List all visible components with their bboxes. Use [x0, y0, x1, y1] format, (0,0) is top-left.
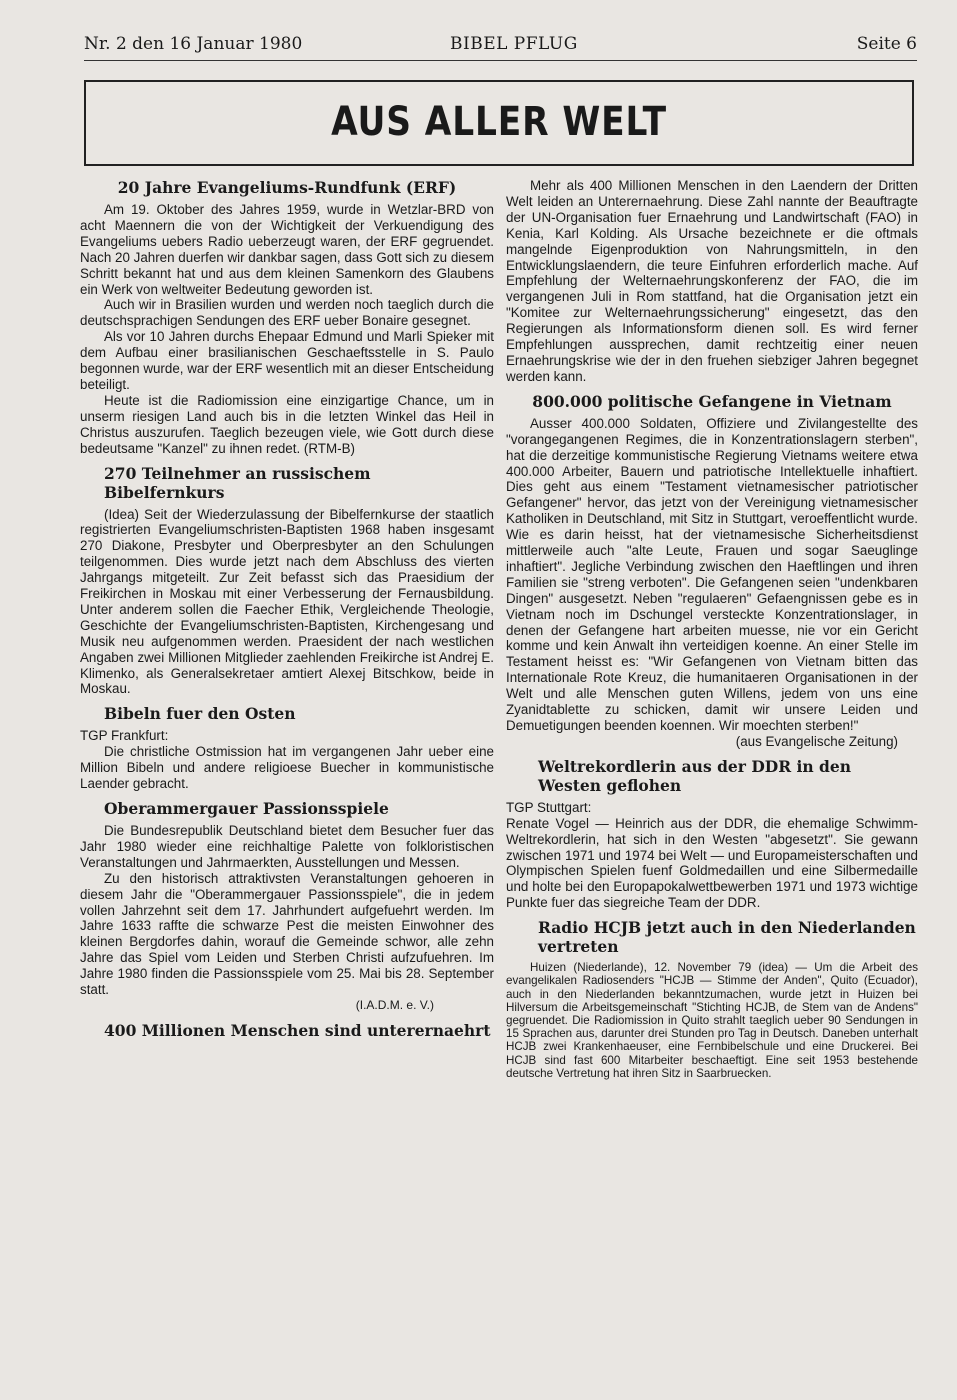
article-paragraph: Als vor 10 Jahren durchs Ehepaar Edmund und Marli Spieker mit dem Aufbau einer brasilianischen Geschaeftsstelle in S. Paulo begonnen wurde, war der ERF wesentlich mit an dieser Entscheidung beteiligt. — [80, 329, 494, 392]
article-credit: (aus Evangelische Zeitung) — [735, 733, 898, 749]
article-credit: (I.A.D.M. e. V.) — [355, 997, 434, 1012]
article-title-rekord: Weltrekordlerin aus der DDR in den Westen geflohen — [538, 756, 852, 795]
article-paragraph: Am 19. Oktober des Jahres 1959, wurde in Wetzlar-BRD von acht Maennern die von der Wichtigkeit der Verkuendigung des Evangeliums uebers Radio ueberzeugt waren, der ERF gegruendet. Nach 20 Jahren duerfen wir dankbar sagen, dass Gott sich zu diesem Schritt bekannt hat und aus dem kleinen Samenkorn des Glaubens ein Werk von weltweiter Bedeutung geworden ist. — [80, 202, 494, 297]
article-title-bibelfernkurs: 270 Teilnehmer an russischem Bibelfernkurs — [104, 463, 371, 502]
article-paragraph: Heute ist die Radiomission eine einzigartige Chance, um in unserm riesigen Land auch bis in die letzten Winkel das Heil in Christus auszurufen. Taeglich bezeugen viele, wie Gott durch diese bedeutsame "Kanzel" zu ihnen redet. (RTM-B) — [80, 392, 494, 456]
article-title-unterernaehrt: 400 Millionen Menschen sind unterernaehrt — [104, 1020, 491, 1040]
paper-name: BIBEL PFLUG — [450, 34, 578, 54]
article-title-vietnam: 800.000 politische Gefangene in Vietnam — [532, 391, 892, 411]
page-number: Seite 6 — [856, 34, 917, 54]
article-paragraph: Die Bundesrepublik Deutschland bietet dem Besucher fuer das Jahr 1980 wieder eine reichhaltige Palette von folkloristischen Veranstaltungen und Jahrmaerkten, Ausstellungen und Messen. — [80, 823, 494, 870]
section-banner — [84, 80, 914, 166]
article-paragraph: Mehr als 400 Millionen Menschen in den Laendern der Dritten Welt leiden an Unterernaehrung. Diese Zahl nannte der Beauftragte der UN-Organisation fuer Ernaehrung und Landwirtschaft (FAO) in Kenia, Karl Kolding. Als Ursache bezeichnete er die oftmals mangelnde Eigenproduktion von Nahrungsmitteln, in den Entwicklungslaendern, die teure Einfuhren erforderlich mache. Auf Empfehlung der Welternaehrungskonferenz der FAO, die im vergangenen Juli in Rom stattfand, hat die Organisation jetzt ein "Komitee zur Welternaehrungssicherung" eingesetzt, das den Regierungen als Informationsform dienen soll. Es wird ferner Empfehlungen aussprechen, damit rechtzeitig einer neuen Ernaehrungskrise wie der in den fruehen siebziger Jahren begegnet werden kann. — [506, 178, 918, 384]
right-column — [506, 178, 918, 1080]
article-title-passionsspiele: Oberammergauer Passionsspiele — [104, 799, 389, 818]
section-title: AUS ALLER WELT — [331, 99, 667, 145]
issue-date: Nr. 2 den 16 Januar 1980 — [84, 34, 303, 54]
article-paragraph: (Idea) Seit der Wiederzulassung der Bibelfernkurse der staatlich registrierten Evangeliumschristen-Baptisten 1968 haben insgesamt 270 Diakone, Presbyter und Oberpresbyter an den Schulungen teilgenommen. Dies wurde jetzt nach dem Abschluss des vierten Jahrgangs mitgeteilt. Zur Zeit befasst sich das Praesidium der Freikirchen in Moskau mit einer Verbesserung der Fernausbildung. Unter anderem sollen die Faecher Ethik, Vergleichende Theologie, Geschichte der Evangeliumschristen-Baptisten, Kirchengesang und Musik neu aufgenommen werden. Praesident der nach westlichen Angaben zwei Millionen Mitglieder zaehlenden Freikirche ist Andrej E. Klimenko, als Generalsekretaer amtiert Alexej Bitschkow, beide in Moskau. — [80, 506, 494, 697]
left-column — [80, 178, 494, 1045]
article-paragraph: Huizen (Niederlande), 12. November 79 (idea) — Um die Arbeit des evangelikalen Radiosenders "HCJB — Stimme der Anden", Quito (Ecuador), auch in den Niederlanden bekanntzumachen, wurde jetzt in Huizen bei Hilversum die Arbeitsgemeinschaft "Stichting HCJB, de Stem van de Andens" gegruendet. Die Radiomission in Quito strahlt taeglich ueber 90 Sendungen in 15 Sprachen aus, darunter drei Stunden pro Tag in Deutsch. Daneben unterhalt HCJB zwei Krankenhaeuser, eine Fernbibelschule und eine Druckerei. Bei HCJB sind fast 600 Mitarbeiter beschaeftigt. Eine seit 1953 bestehende deutsche Vertretung hat ihren Sitz in Saarbruecken. — [506, 961, 918, 1080]
article-title-hcjb: Radio HCJB jetzt auch in den Niederlanden vertreten — [538, 918, 916, 957]
article-source: TGP Frankfurt: — [80, 728, 169, 744]
article-paragraph: Renate Vogel — Heinrich aus der DDR, die ehemalige Schwimm-Weltrekordlerin, hat sich in den Westen "abgesetzt". Sie gewann zwischen 1971 und 1974 bei Welt — und Europameisterschaften und Olympischen Spielen fuenf Goldmedaillen und eine Silbermedaille und holte bei den Europapokalwettbewerben 1971 und 1973 wichtige Punkte fuer das siegreiche Team der DDR. — [506, 815, 918, 911]
article-paragraph: Auch wir in Brasilien wurden und werden noch taeglich durch die deutschsprachigen Sendungen des ERF ueber Bonaire gesegnet. — [80, 297, 494, 329]
article-paragraph: Zu den historisch attraktivsten Veranstaltungen gehoeren in diesem Jahr die "Oberammergauer Passionsspiele", die in jedem vollen Jahrzehnt seit dem 17. Jahrhundert aufgefuehrt werden. Im Jahre 1633 raffte die schwarze Pest die meisten Einwohner des kleinen Bergdorfes dahin, worauf die Gemeinde schwor, alle zehn Jahre das Spiel vom Leiden und Sterben Christi aufzufuehren. Im Jahre 1980 finden die Passionsspiele vom 25. Mai bis 28. September statt. — [80, 870, 494, 998]
page-header — [84, 34, 917, 61]
article-source: TGP Stuttgart: — [506, 799, 592, 815]
article-title-erf: 20 Jahre Evangeliums-Rundfunk (ERF) — [117, 178, 457, 197]
article-title-bibeln: Bibeln fuer den Osten — [104, 704, 296, 724]
article-paragraph: Ausser 400.000 Soldaten, Offiziere und Zivilangestellte des "vorangegangenen Regimes, die in Konzentrationslagern sterben", hat die derzeitige kommunistische Regierung Vietnams weitere etwa 400.000 Arbeiter, Bauern und patriotische Intellektuelle inhaftiert. Dies geht aus einem "Testament vietnamesischer patriotischer Gefangener" hervor, das jetzt von der Vereinigung vietnamesischer Katholiken in Deutschland, mit Sitz in Stuttgart, veroeffentlicht wurde. Wie es darin heisst, hat der vietnamesische Sicherheitsdienst mittlerweile auch "alte Leute, Frauen und sogar Saeuglinge inhaftiert". Jegliche Verbindung zwischen den Haeftlingen und ihren Familien sie "streng verboten". Die Gefangenen seien "undenkbaren Dingen" ausgesetzt. Neben "regulaeren" Gefaengnissen gebe es in Vietnam noch im Dschungel versteckte Konzentrationslager, in denen der Gefangene hart arbeiten muesse, nie vor ein Gericht komme und kein Anwalt ihn verteidigen koenne. An einer Stelle im Testament heisst es: "Wir Gefangenen von Vietnam bitten das Internationale Rote Kreuz, die humanitaeren Organisationen in der Welt und alle Menschen guten Willens, jedem von uns eine Zyanidtablette zu schicken, damit wir unsere Leiden und Demuetigungen beenden koennen. Wir moechten sterben!" — [506, 415, 918, 733]
article-paragraph: Die christliche Ostmission hat im vergangenen Jahr ueber eine Million Bibeln und andere religioese Buecher in kommunistische Laender gebracht. — [80, 744, 494, 792]
